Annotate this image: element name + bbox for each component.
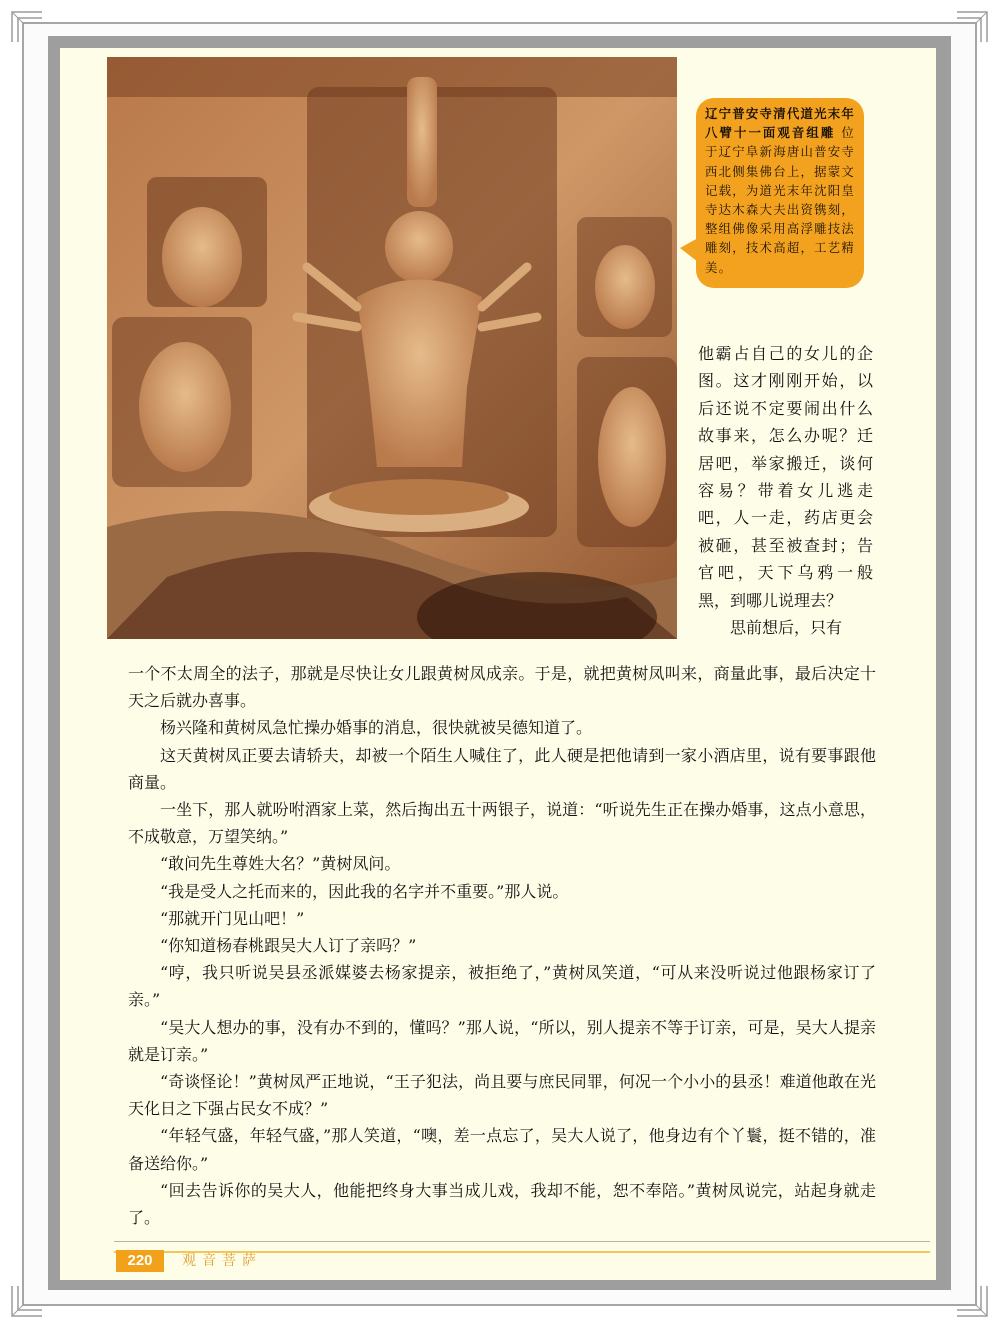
corner-ornament	[10, 1284, 44, 1318]
corner-ornament	[955, 10, 989, 44]
corner-ornament	[10, 10, 44, 44]
side-text-column	[698, 340, 873, 641]
callout-body: 位于辽宁阜新海唐山普安寺西北侧集佛台上，据蒙文记载，为道光末年沈阳皇寺达木森大夫出资镌刻，整组佛像采用高浮雕技法雕刻，技术高超，工艺精美。	[705, 125, 855, 275]
main-paragraph: 这天黄树凤正要去请轿夫，却被一个陌生人喊住了，此人硬是把他请到一家小酒店里，说有要事跟他商量。	[128, 745, 876, 792]
main-paragraph: “你知道杨春桃跟吴大人订了亲吗？”	[160, 936, 417, 956]
footer-divider	[114, 1241, 930, 1242]
main-paragraph: “敢问先生尊姓大名？”黄树凤问。	[160, 854, 401, 874]
side-paragraph: 思前想后，只有	[730, 618, 843, 638]
callout-text	[705, 104, 855, 277]
main-paragraph: “奇谈怪论！”黄树凤严正地说，“王子犯法，尚且要与庶民同罪，何况一个小小的县丞！难道他敢在光天化日之下强占民女不成？”	[128, 1072, 876, 1119]
callout-pointer	[680, 238, 698, 262]
corner-ornament	[955, 1284, 989, 1318]
main-paragraph: “哼，我只听说吴县丞派媒婆去杨家提亲，被拒绝了，”黄树凤笑道，“可从来没听说过他跟杨家订了亲。”	[128, 963, 876, 1010]
main-paragraph: 杨兴隆和黄树凤急忙操办婚事的消息，很快就被吴德知道了。	[160, 718, 593, 738]
caption-callout	[696, 98, 864, 288]
running-head: 观音菩萨	[182, 1253, 262, 1269]
main-paragraph: “我是受人之托而来的，因此我的名字并不重要。”那人说。	[160, 881, 569, 901]
main-paragraph: “回去告诉你的吴大人，他能把终身大事当成儿戏，我却不能，恕不奉陪。”黄树凤说完，站起身就走了。	[128, 1180, 876, 1228]
callout-title: 辽宁普安寺清代道光末年八臂十一面观音组雕	[705, 106, 855, 141]
main-paragraph: “年轻气盛，年轻气盛，”那人笑道，“噢，差一点忘了，吴大人说了，他身边有个丫鬟，挺不错的，准备送给你。”	[128, 1126, 876, 1173]
stone-relief-photo	[107, 57, 677, 639]
main-paragraph: 一坐下，那人就吩咐酒家上菜，然后掏出五十两银子，说道：“听说先生正在操办婚事，这点小意思，不成敬意，万望笑纳。”	[128, 800, 876, 847]
page-number: 220	[116, 1250, 164, 1272]
main-paragraph: “那就开门见山吧！”	[160, 908, 305, 928]
side-paragraph: 他霸占自己的女儿的企图。这才刚刚开始，以后还说不定要闹出什么故事来，怎么办呢？迁居吧，举家搬迁，谈何容易？带着女儿逃走吧，人一走，药店更会被砸，甚至被查封；告官吧，天下乌鸦一般黑，到哪儿说理去？	[698, 344, 873, 610]
main-paragraph: “吴大人想办的事，没有办不到的，懂吗？”那人说，“所以，别人提亲不等于订亲，可是，吴大人提亲就是订亲。”	[128, 1017, 876, 1064]
main-paragraph: 一个不太周全的法子，那就是尽快让女儿跟黄树凤成亲。于是，就把黄树凤叫来，商量此事，最后决定十天之后就办喜事。	[128, 664, 876, 711]
main-text-column	[128, 660, 876, 1231]
